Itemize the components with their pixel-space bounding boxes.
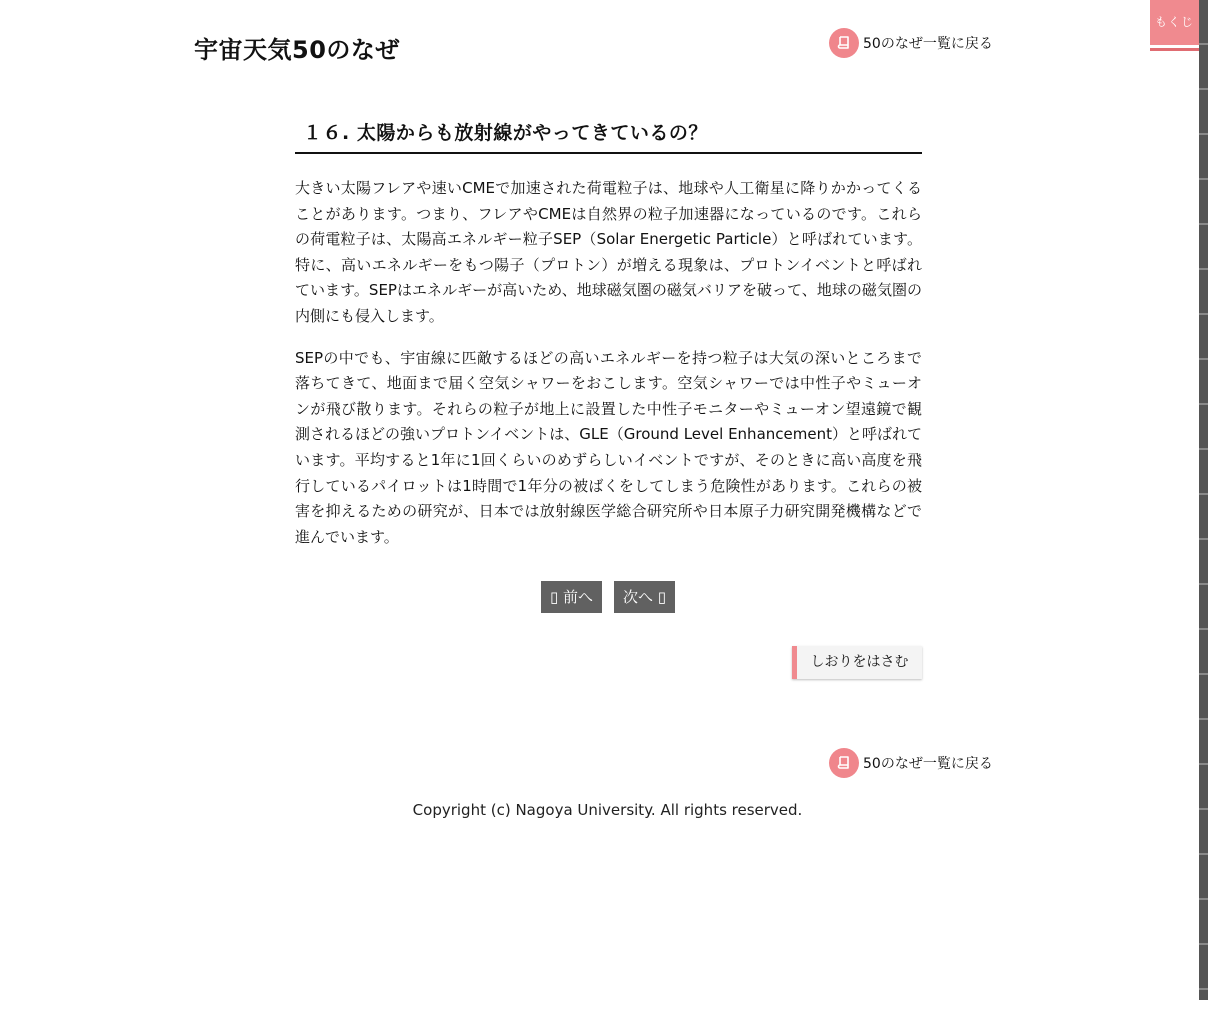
index-strip[interactable] [1199,0,1208,1000]
back-to-list-label: 50のなぜ一覧に戻る [863,756,993,772]
book-icon [829,28,859,58]
prev-button[interactable]: ▯ 前へ [541,581,602,613]
site-title: 宇宙天気50のなぜ [194,36,400,64]
back-to-list-label: 50のなぜ一覧に戻る [863,36,993,52]
book-icon [829,748,859,778]
copyright: Copyright (c) Nagoya University. All rights reserved. [412,801,803,819]
article [295,112,922,550]
back-to-list-link-top[interactable] [829,28,993,58]
question-title: １６. 太陽からも放射線がやってきているの？ [295,112,922,154]
article-paragraph: 大きい太陽フレアや速いCMEで加速された荷電粒子は、地球や人工衛星に降りかかってくることがあります。つまり、フレアやCMEは自然界の粒子加速器になっているのです。これらの荷電粒子は、太陽高エネルギー粒子SEP（Solar Energetic Particle）と呼ばれています。特に、高いエネルギーをもつ陽子（プロトン）が増える現象は、プロトンイベントと呼ばれています。SEPはエネルギーが高いため、地球磁気圏の磁気バリアを破って、地球の磁気圏の内側にも侵入します。 [295,179,922,325]
next-button[interactable]: 次へ ▯ [614,581,675,613]
article-paragraph: SEPの中でも、宇宙線に匹敵するほどの高いエネルギーを持つ粒子は大気の深いところまで落ちてきて、地面まで届く空気シャワーをおこします。空気シャワーでは中性子やミューオンが飛び散ります。それらの粒子が地上に設置した中性子モニターやミューオン望遠鏡で観測されるほどの強いプロトンイベントは、GLE（Ground Level Enhancement）と呼ばれています。平均すると1年に1回くらいのめずらしいイベントですが、そのときに高い高度を飛行しているパイロットは1時間で1年分の被ばくをしてしまう危険性があります。これらの被害を抑えるための研究が、日本では放射線医学総合研究所や日本原子力研究開発機構などで進んでいます。 [295,348,922,546]
mokuji-tab[interactable]: もくじ [1150,0,1199,48]
pager [541,581,675,613]
bookmark-button[interactable]: しおりをはさむ [792,646,922,679]
back-to-list-link-bottom[interactable] [829,748,993,778]
